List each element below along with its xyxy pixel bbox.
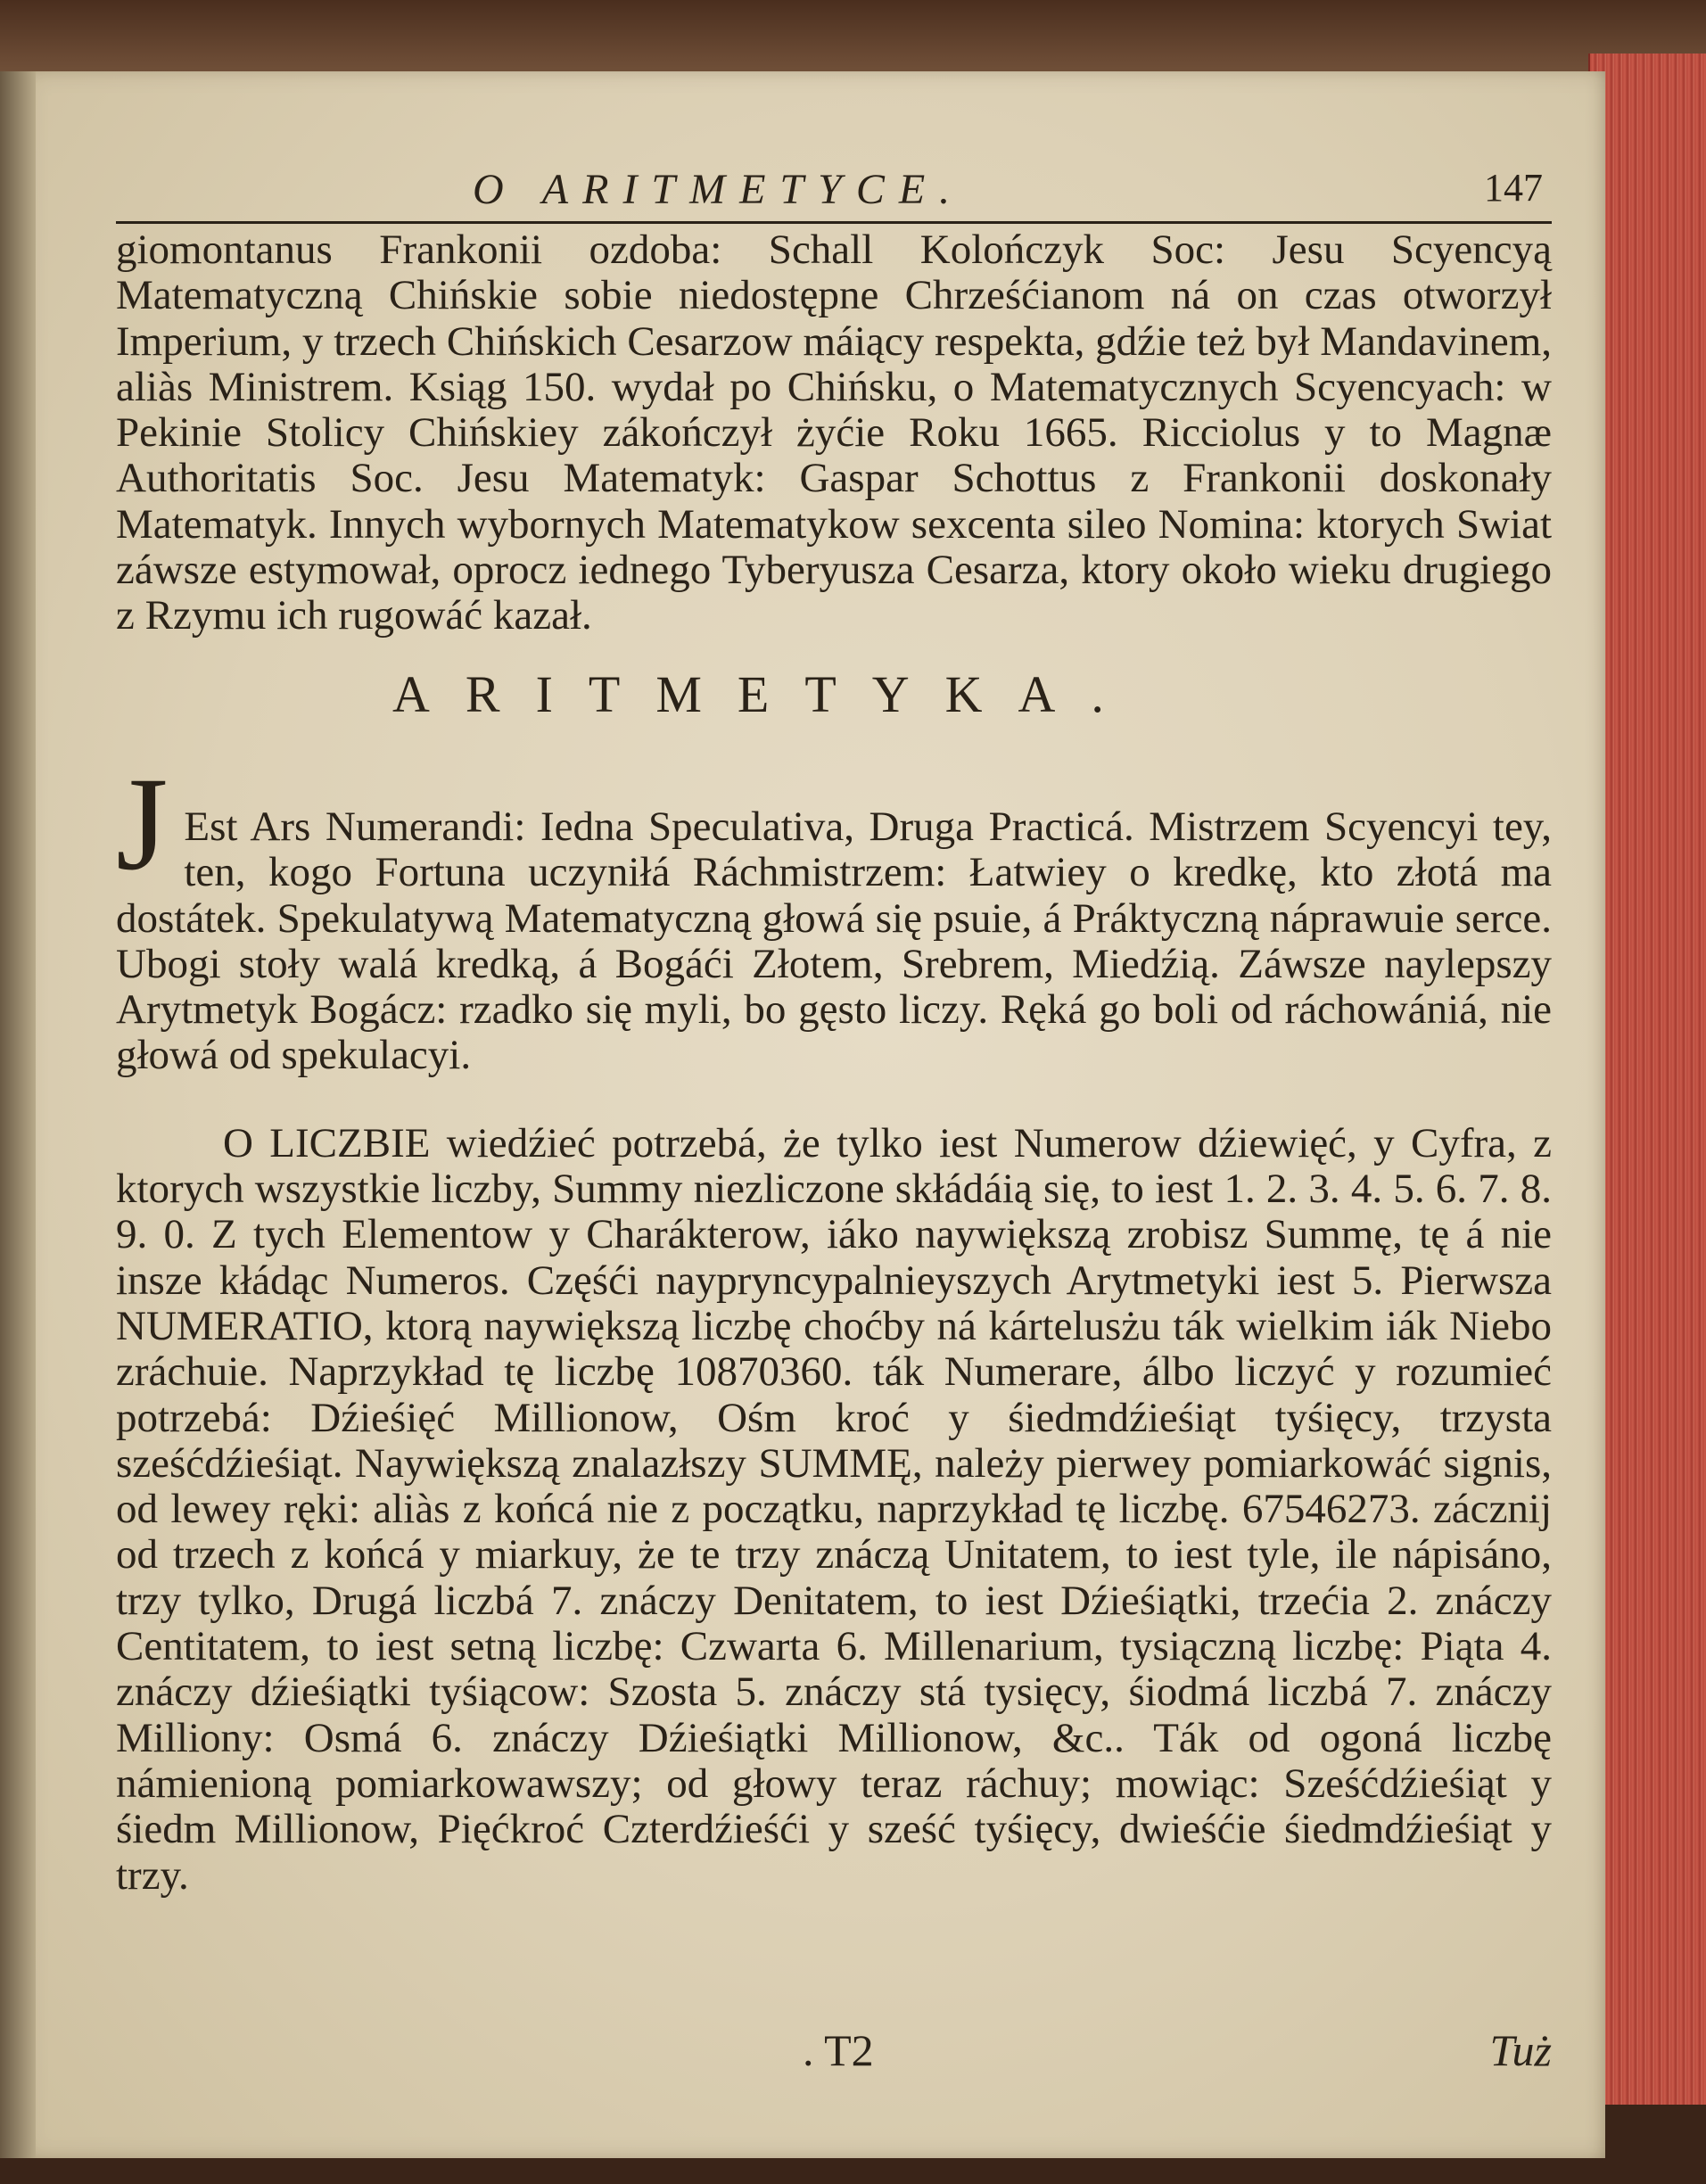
intro-paragraph: giomontanus Frankonii ozdoba: Schall Kolończyk Soc: Jesu Scyencyą Matematyczną Chińskie sobie niedostępne Chrześćianom ná on czas otworzył Imperium, y trzech Chińskich Cesarzow máiący respekta, gdźie też był Mandavinem, aliàs Ministrem. Ksiąg 150. wydał po Chińsku, o Matematycznych Scyencyach: w Pekinie Stolicy Chińskiey zákończył żyćie Roku 1665. Ricciolus y to Magnæ Authoritatis Soc. Jesu Matematyk: Gaspar Schottus z Frankonii doskonały Matematyk. Innych wybornych Matematykow sexcenta sileo Nomina: ktorych Swiat záwsze estymował, oprocz iednego Tyberyusza Cesarza, ktory około wieku drugiego z Rzymu ich rugowáć kazał.: [116, 227, 1552, 639]
page-gutter: [0, 71, 36, 2158]
running-head: [473, 165, 1543, 218]
page-footer: [803, 2024, 1552, 2087]
book-page-edge: [1588, 54, 1706, 2105]
drop-cap: J: [116, 750, 169, 898]
page-number: 147: [1484, 166, 1543, 210]
main-text-block: [116, 750, 1552, 1941]
catchword: Tuż: [1489, 2025, 1552, 2075]
section-title: ARITMETYKA.: [392, 665, 1140, 723]
head-rule: [116, 221, 1552, 224]
intro-text-block: [116, 227, 1552, 639]
signature-mark: . T2: [803, 2025, 874, 2075]
running-head-title: O ARITMETYCE.: [473, 166, 965, 213]
paragraph-o-liczbie: O LICZBIE wiedźieć potrzebá, że tylko iest Numerow dźiewięć, y Cyfra, z ktorych wszystkie liczby, Summy niezliczone skłádáią się, to iest 1. 2. 3. 4. 5. 6. 7. 8. 9. 0. Z tych Elementow y Charákterow, iáko naywiększą zrobisz Summę, tę á nie insze kłádąc Numeros. Częśći naypryncypalnieyszych Arytmetyki iest 5. Pierwsza NUMERATIO, ktorą naywiększą liczbę choćby ná kártelusżu ták wielkim iák Niebo zráchuie. Naprzykład tę liczbę 10870360. ták Numerare, álbo liczyć y rozumieć potrzebá: Dźieśięć Millionow, Ośm kroć y śiedmdźieśiąt tyśięcy, trzysta sześćdźieśiąt. Naywiększą znalazłszy SUMMĘ, należy pierwey pomiarkowáć signis, od lewey ręki: aliàs z końcá nie z początku, naprzykład tę liczbę. 67546273. zácznij od trzech z końcá y miarkuy, że te trzy znáczą Unitatem, to iest tyle, ile nápisáno, trzy tylko, Drugá liczbá 7. znáczy Denitatem, to iest Dźieśiątki, trzećia 2. znáczy Centitatem, to iest setną liczbę: Czwarta 6. Millenarium, tysiączną liczbę: Piąta 4. znáczy dźieśiątki tyśiącow: Szosta 5. znáczy stá tysięcy, śiodmá liczbá 7. znáczy Milliony: Osmá 6. znáczy Dźieśiątki Millionow, &c.. Ták od ogoná liczbę námienioną pomiarkowawszy; od głowy teraz ráchuy; mowiąc: Sześćdźieśiąt y śiedm Millionow, Pięćkroć Czterdźieśći y sześć tyśięcy, dwieśćie śiedmdźieśiąt y trzy.: [116, 1119, 1552, 1899]
paragraph-ars-numerandi: Est Ars Numerandi: Iedna Speculativa, Druga Practicá. Mistrzem Scyencyi tey, ten, kogo Fortuna uczyniłá Ráchmistrzem: Łatwiey o kredkę, kto złotá ma dostátek. Spekulatywą Matematyczną głowá się psuie, á Práktyczną náprawuie serce. Ubogi stoły walá kredką, á Bogáći Złotem, Srebrem, Miedźią. Záwsze naylepszy Arytmetyk Bogácz: rzadko się myli, bo gęsto liczy. Ręká go boli od ráchowániá, nie głowá od spekulacyi.: [116, 804, 1552, 1079]
